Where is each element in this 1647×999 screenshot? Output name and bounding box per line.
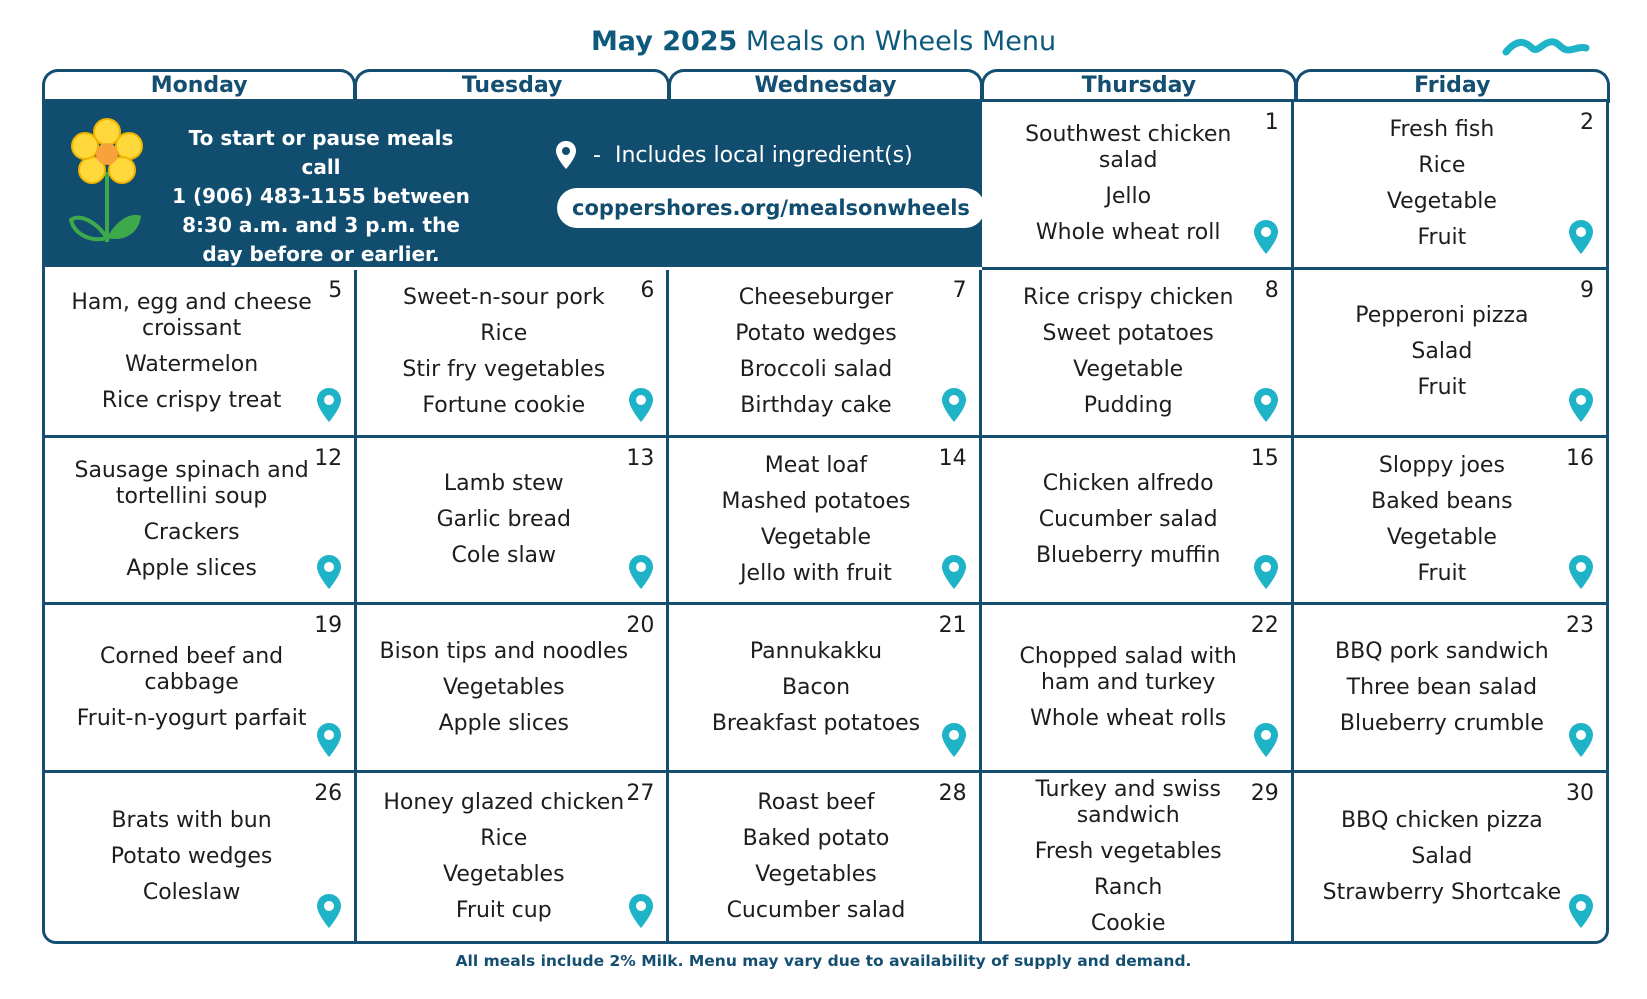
day-number: 9	[1579, 277, 1594, 303]
meal-item: Vegetables	[443, 674, 565, 700]
day-cell	[982, 773, 1294, 944]
meal-item: BBQ pork sandwich	[1335, 638, 1549, 664]
meal-list	[669, 773, 978, 941]
day-number: 30	[1565, 781, 1594, 807]
meal-item: Vegetable	[760, 524, 872, 550]
local-ingredient-pin-icon	[316, 387, 342, 423]
meal-list	[982, 102, 1291, 267]
meal-item: Broccoli salad	[739, 357, 893, 383]
meal-item: Cookie	[1090, 911, 1166, 937]
day-number: 15	[1250, 445, 1279, 471]
meal-item: Cheeseburger	[738, 285, 894, 311]
day-number: 29	[1250, 781, 1279, 807]
meal-item: Blueberry crumble	[1339, 710, 1544, 736]
day-number: 26	[314, 781, 343, 807]
meal-item: Rice crispy treat	[101, 388, 282, 414]
meal-item: Honey glazed chicken	[383, 790, 625, 816]
meal-item: Sweet potatoes	[1042, 321, 1214, 347]
call-instructions	[171, 124, 471, 269]
meal-list	[1294, 270, 1606, 435]
call-line: To start or pause meals call	[188, 126, 454, 179]
local-ingredient-pin-icon	[628, 893, 654, 929]
meal-item: Salad	[1411, 339, 1473, 365]
meal-item: Corned beef and cabbage	[100, 643, 284, 695]
meal-list	[1294, 102, 1606, 267]
meal-item: Vegetables	[443, 862, 565, 888]
meal-item: Chicken alfredo	[1042, 470, 1214, 496]
day-cell	[982, 438, 1294, 606]
meal-item: Garlic bread	[436, 506, 571, 532]
day-cell	[357, 270, 669, 438]
local-ingredient-pin-icon	[316, 893, 342, 929]
local-ingredient-pin-icon	[1253, 387, 1279, 423]
day-cell	[669, 605, 981, 773]
meal-list	[357, 270, 666, 435]
meal-item: Sweet-n-sour pork	[402, 285, 605, 311]
meal-item: Strawberry Shortcake	[1322, 880, 1562, 906]
call-line: day before or earlier.	[202, 242, 440, 266]
meal-item: Birthday cake	[740, 393, 892, 419]
meal-item: Baked beans	[1371, 488, 1513, 514]
meal-item: Rice crispy chicken	[1022, 285, 1234, 311]
meal-item: Sloppy joes	[1378, 452, 1505, 478]
meal-item: Ranch	[1094, 875, 1163, 901]
meal-item: Roast beef	[757, 790, 875, 816]
menu-calendar-grid	[42, 99, 1609, 944]
day-number: 7	[952, 277, 967, 303]
day-cell	[45, 438, 357, 606]
page-title	[0, 26, 1647, 57]
meal-list	[45, 270, 354, 435]
day-number: 21	[938, 613, 967, 639]
day-cell	[982, 270, 1294, 438]
meal-item: Fruit	[1417, 225, 1467, 251]
meal-item: Rice	[480, 321, 528, 347]
meal-item: Bison tips and noodles	[379, 638, 629, 664]
meal-item: Pannukakku	[749, 638, 883, 664]
meal-item: Three bean salad	[1346, 674, 1538, 700]
flower-icon	[67, 118, 147, 248]
meal-item: Potato wedges	[735, 321, 897, 347]
day-number: 2	[1579, 110, 1594, 135]
meal-list	[357, 438, 666, 603]
local-ingredient-pin-icon	[1253, 219, 1279, 255]
day-cell	[1294, 270, 1609, 438]
title-month: May 2025	[590, 26, 738, 57]
day-number: 27	[626, 781, 655, 807]
day-cell	[669, 773, 981, 944]
meal-item: Vegetables	[755, 862, 877, 888]
info-banner	[45, 102, 987, 267]
day-number: 1	[1264, 110, 1279, 135]
local-ingredient-legend	[555, 140, 913, 170]
meal-list	[982, 773, 1291, 941]
meal-item: Breakfast potatoes	[711, 710, 921, 736]
day-cell	[1294, 438, 1609, 606]
meal-item: Coleslaw	[142, 880, 241, 906]
meal-item: Rice	[1418, 153, 1466, 179]
meal-list	[669, 438, 978, 603]
weekday-header-tuesday: Tuesday	[354, 69, 669, 103]
day-cell	[669, 270, 981, 438]
day-number: 20	[626, 613, 655, 639]
weekday-header-monday: Monday	[42, 69, 356, 103]
weekday-header-thursday: Thursday	[981, 69, 1296, 103]
day-cell	[982, 102, 1294, 270]
meal-item: Bacon	[781, 674, 851, 700]
meal-item: Lamb stew	[443, 470, 564, 496]
local-ingredient-pin-icon	[316, 554, 342, 590]
day-number: 19	[314, 613, 343, 639]
day-cell	[1294, 102, 1609, 270]
meal-item: Crackers	[143, 519, 240, 545]
meal-item: Brats with bun	[111, 808, 272, 834]
day-cell	[357, 773, 669, 944]
meal-item: Meat loaf	[764, 452, 868, 478]
day-cell	[45, 605, 357, 773]
meal-item: Pepperoni pizza	[1355, 303, 1529, 329]
local-ingredient-pin-icon	[1568, 722, 1594, 758]
meal-list	[669, 270, 978, 435]
meal-item: Cole slaw	[451, 542, 557, 568]
weekday-header-friday: Friday	[1295, 69, 1610, 103]
local-ingredient-pin-icon	[1253, 554, 1279, 590]
meal-item: Cucumber salad	[1038, 506, 1218, 532]
meal-item: Pudding	[1083, 393, 1173, 419]
meal-item: Fruit	[1417, 560, 1467, 586]
local-ingredient-pin-icon	[628, 554, 654, 590]
meal-item: Apple slices	[438, 710, 569, 736]
meal-list	[1294, 438, 1606, 603]
footer-note: All meals include 2% Milk. Menu may vary due to availability of supply and demand.	[455, 952, 1192, 970]
legend-separator: -	[593, 142, 601, 168]
day-number: 28	[938, 781, 967, 807]
day-cell	[1294, 605, 1609, 773]
meal-item: Fortune cookie	[422, 393, 586, 419]
day-cell	[1294, 773, 1609, 944]
meal-item: Whole wheat roll	[1035, 220, 1221, 246]
meal-item: Fresh fish	[1389, 117, 1495, 143]
day-number: 8	[1264, 277, 1279, 303]
local-ingredient-pin-icon	[316, 722, 342, 758]
meal-item: Rice	[480, 826, 528, 852]
day-number: 16	[1565, 445, 1594, 471]
meal-item: Potato wedges	[110, 844, 273, 870]
meal-item: Salad	[1411, 844, 1473, 870]
day-cell	[45, 773, 357, 944]
day-number: 14	[938, 445, 967, 471]
day-number: 23	[1565, 613, 1594, 639]
day-cell	[357, 438, 669, 606]
meal-item: Jello with fruit	[740, 560, 892, 586]
day-cell	[982, 605, 1294, 773]
meal-list	[982, 438, 1291, 603]
local-ingredient-pin-icon	[1568, 893, 1594, 929]
local-ingredient-pin-icon	[1568, 387, 1594, 423]
meal-list	[357, 605, 666, 770]
local-ingredient-pin-icon	[941, 554, 967, 590]
meal-item: Vegetable	[1073, 357, 1184, 383]
day-cell	[45, 270, 357, 438]
local-ingredient-pin-icon	[1253, 722, 1279, 758]
weekday-header-row	[42, 69, 1609, 99]
meal-item: Fruit-n-yogurt parfait	[76, 705, 307, 731]
weekday-header-wednesday: Wednesday	[668, 69, 983, 103]
meal-item: Vegetable	[1386, 189, 1497, 215]
meal-item: BBQ chicken pizza	[1340, 808, 1543, 834]
meal-item: Fresh vegetables	[1034, 839, 1222, 865]
local-ingredient-pin-icon	[1568, 219, 1594, 255]
meal-item: Sausage spinach and tortellini soup	[74, 457, 309, 509]
meal-list	[669, 605, 978, 770]
local-ingredient-pin-icon	[1568, 554, 1594, 590]
meal-list	[45, 773, 354, 941]
meal-list	[357, 773, 666, 941]
meal-list	[1294, 773, 1606, 941]
meal-item: Cucumber salad	[726, 898, 906, 924]
local-ingredient-pin-icon	[628, 387, 654, 423]
meal-item: Fruit	[1417, 375, 1467, 401]
meal-item: Mashed potatoes	[721, 488, 911, 514]
meal-item: Turkey and swiss sandwich	[1035, 777, 1221, 829]
meal-item: Blueberry muffin	[1035, 542, 1221, 568]
day-cell	[669, 438, 981, 606]
location-pin-icon	[555, 140, 577, 170]
meal-list	[1294, 605, 1606, 770]
call-line: 8:30 a.m. and 3 p.m. the	[182, 213, 460, 237]
local-ingredient-pin-icon	[941, 722, 967, 758]
meal-list	[45, 438, 354, 603]
day-number: 13	[626, 445, 655, 471]
website-link[interactable]: coppershores.org/mealsonwheels	[557, 188, 985, 228]
call-line: 1 (906) 483-1155 between	[172, 184, 470, 208]
day-number: 12	[314, 445, 343, 471]
meal-item: Whole wheat rolls	[1030, 705, 1227, 731]
meal-item: Ham, egg and cheese croissant	[71, 290, 312, 342]
meal-item: Chopped salad with ham and turkey	[1019, 643, 1237, 695]
title-rest: Meals on Wheels Menu	[737, 26, 1057, 57]
meal-item: Apple slices	[126, 555, 257, 581]
meal-item: Southwest chicken salad	[1025, 122, 1232, 174]
day-number: 22	[1250, 613, 1279, 639]
day-cell	[357, 605, 669, 773]
meal-item: Jello	[1105, 184, 1152, 210]
meal-item: Watermelon	[125, 352, 259, 378]
meal-item: Stir fry vegetables	[402, 357, 606, 383]
day-number: 6	[640, 277, 655, 303]
meal-item: Vegetable	[1386, 524, 1497, 550]
meal-list	[982, 605, 1291, 770]
wave-logo-icon	[1502, 32, 1590, 62]
meal-list	[982, 270, 1291, 435]
meal-item: Baked potato	[742, 826, 890, 852]
local-ingredient-pin-icon	[941, 387, 967, 423]
day-number: 5	[328, 277, 343, 303]
meal-list	[45, 605, 354, 770]
legend-text: Includes local ingredient(s)	[614, 142, 913, 168]
meal-item: Fruit cup	[455, 898, 552, 924]
